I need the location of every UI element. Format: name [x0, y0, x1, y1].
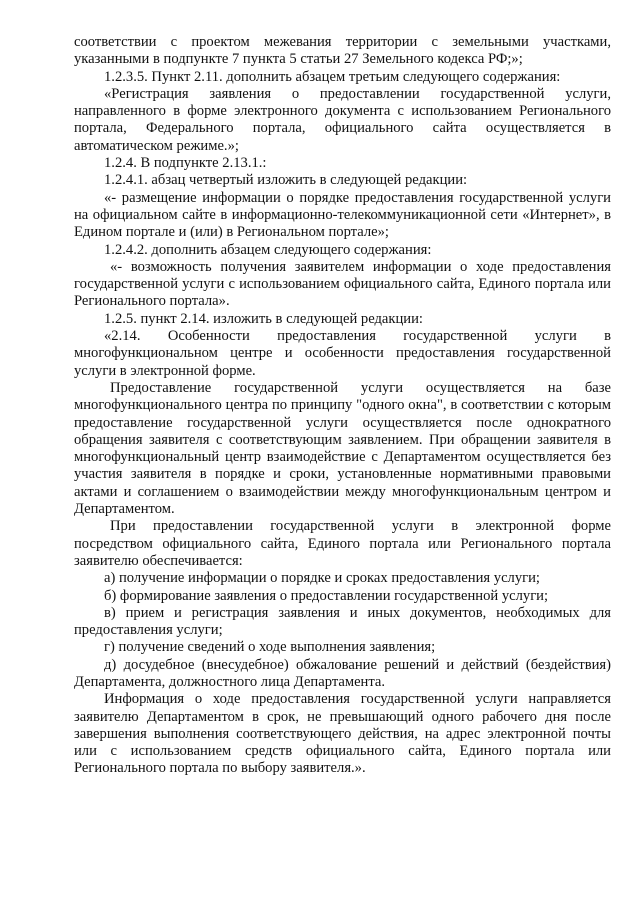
paragraph-1-2-4-2: 1.2.4.2. дополнить абзацем следующего содержания:: [104, 241, 432, 258]
paragraph-2-14: «2.14. Особенности предоставления государственной услуги в многофункциональном центре и особенности предоставления государственной услуги в электронной форме.: [74, 328, 611, 379]
paragraph-one-window: Предоставление государственной услуги осуществляется на базе многофункционального центра по принципу "одного окна", в соответствии с которым предоставление государственной услуги осуществляется после однократного обращения заявителя с соответствующим заявлением. При обращении заявителя в многофункциональный центр взаимодействие с Департаментом осуществляется без участия заявителя в порядке и сроки, установленные нормативными правовыми актами и соглашением о взаимодействии между многофункциональным центром и Департаментом.: [74, 379, 611, 518]
paragraph-status-notification: Информация о ходе предоставления государственной услуги направляется заявителю Департаментом в срок, не превышающий одного рабочего дня после завершения выполнения соответствующего действия, на адрес электронной почты или с использованием средств официального сайта, Единого портала или Регионального портала по выбору заявителя.».: [74, 691, 611, 777]
paragraph-electronic-form: При предоставлении государственной услуги в электронной форме посредством официального сайта, Единого портала или Регионального портала заявителю обеспечивается:: [74, 518, 611, 569]
list-item-v: в) прием и регистрация заявления и иных документов, необходимых для предоставления услуги;: [74, 604, 611, 639]
list-item-a: а) получение информации о порядке и сроках предоставления услуги;: [104, 570, 540, 587]
paragraph-1-2-4-1: 1.2.4.1. абзац четвертый изложить в следующей редакции:: [104, 172, 468, 189]
paragraph-info-placement: «- размещение информации о порядке предоставления государственной услуги на официальном сайте в информационно-телекоммуникационной сети «Интернет», в Едином портале и (или) в Региональном портале»;: [74, 189, 611, 241]
paragraph-registration: «Регистрация заявления о предоставлении государственной услуги, направленного в форме электронного документа с использованием Регионального портала, Федерального портала, официального сайта осуществляется в автоматическом режиме.»;: [74, 85, 611, 154]
paragraph-status-info: «- возможность получения заявителем информации о ходе предоставления государственной услуги с использованием официального сайта, Единого портала или Регионального портала».: [74, 258, 611, 310]
paragraph-1-2-5: 1.2.5. пункт 2.14. изложить в следующей редакции:: [104, 310, 423, 327]
list-item-g: г) получение сведений о ходе выполнения заявления;: [104, 639, 436, 656]
list-item-d: д) досудебное (внесудебное) обжалование решений и действий (бездействия) Департамента, должностного лица Департамента.: [74, 656, 611, 690]
list-item-b: б) формирование заявления о предоставлении государственной услуги;: [104, 587, 549, 604]
paragraph-1-2-4: 1.2.4. В подпункте 2.13.1.:: [104, 155, 267, 172]
paragraph-continuation: соответствии с проектом межевания территории с земельными участками, указанными в подпункте 7 пункта 5 статьи 27 Земельного кодекса РФ;»;: [74, 34, 611, 68]
document-page: [74, 34, 611, 778]
paragraph-1-2-3-5: 1.2.3.5. Пункт 2.11. дополнить абзацем третьим следующего содержания:: [104, 68, 561, 85]
